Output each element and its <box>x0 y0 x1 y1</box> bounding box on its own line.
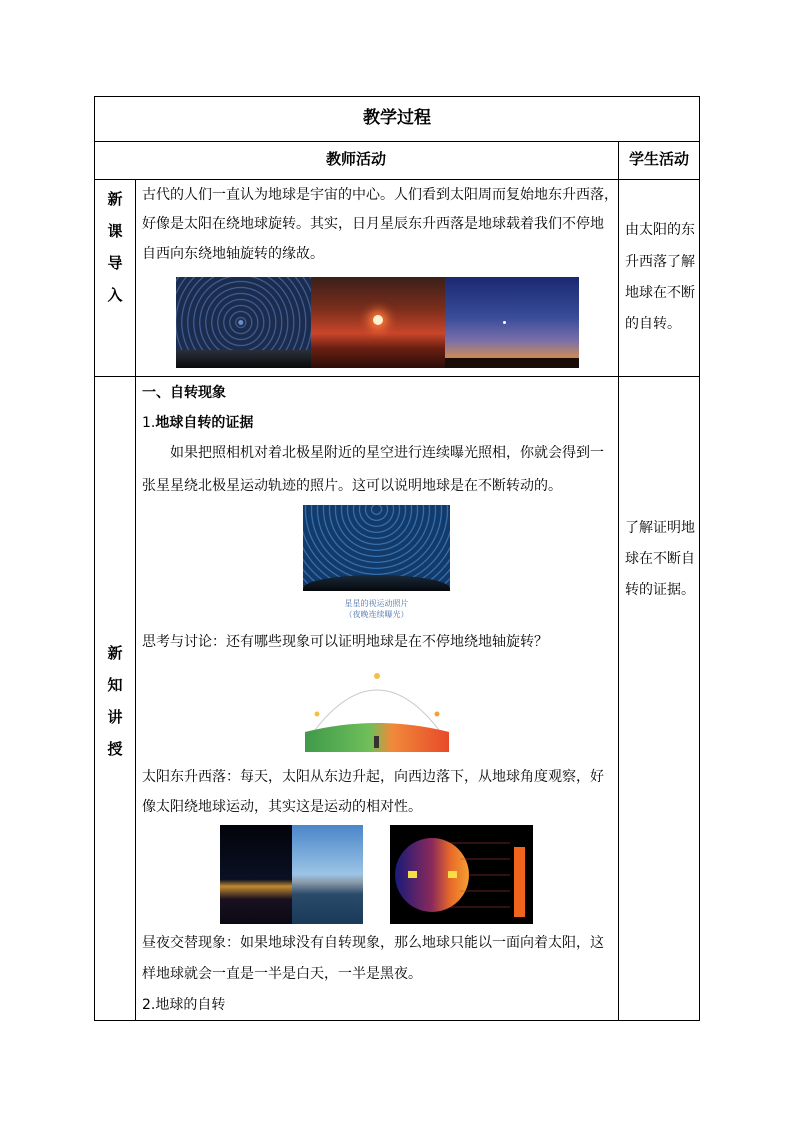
day-night-line: 样地球就会一直是一半是白天，一半是黑夜。 <box>142 966 422 982</box>
sun-icon-west <box>435 712 440 717</box>
sun-icon-noon <box>374 673 380 679</box>
star-icon <box>503 321 506 324</box>
sunset-photo <box>311 277 445 368</box>
para-camera-line: 如果把照相机对着北极星附近的星空进行连续曝光照相，你就会得到一 <box>170 445 604 461</box>
subheading-number: 1. <box>142 415 156 431</box>
lesson-student-line: 球在不断自 <box>625 551 695 567</box>
star-trail-photo <box>176 277 311 368</box>
col-divider-right <box>618 141 619 1021</box>
intro-label-char: 新 <box>107 190 123 208</box>
observer-figure <box>374 736 379 748</box>
dusk-sky-photo <box>445 277 579 368</box>
lesson-label-char: 授 <box>107 740 123 758</box>
sun-rise-set-line: 太阳东升西落：每天，太阳从东边升起，向西边落下，从地球角度观察，好 <box>142 769 604 785</box>
intro-text-line: 自西向东绕地轴旋转的缘故。 <box>142 246 324 262</box>
lesson-label-char: 新 <box>107 644 123 662</box>
day-marker <box>448 871 457 878</box>
intro-student-line: 的自转。 <box>625 316 681 332</box>
lesson-label-char: 讲 <box>107 708 123 726</box>
caption-line: （夜晚连续曝光） <box>344 610 409 619</box>
intro-label-char: 课 <box>107 222 123 240</box>
caption-line: 星星的视运动照片 <box>344 599 409 608</box>
lesson-label-char: 知 <box>107 676 123 694</box>
para-camera-line: 张星星绕北极星运动轨迹的照片。这可以说明地球是在不断转动的。 <box>142 478 562 494</box>
sun-icon <box>373 315 383 325</box>
intro-label-char: 导 <box>107 254 123 272</box>
table-title: 教学过程 <box>363 108 431 128</box>
intro-student-line: 地球在不断 <box>625 285 695 301</box>
section-heading-rotation-phenomena: 一、自转现象 <box>142 385 226 401</box>
sunlight-bar <box>514 847 525 917</box>
lesson-student-line: 转的证据。 <box>625 582 695 598</box>
night-marker <box>408 871 417 878</box>
intro-student-line: 由太阳的东 <box>625 222 695 238</box>
sun-rise-set-line: 像太阳绕地球运动，其实这是运动的相对性。 <box>142 799 422 815</box>
discussion-question: 思考与讨论：还有哪些现象可以证明地球是在不停地绕地轴旋转？ <box>142 634 548 650</box>
header-student-activity: 学生活动 <box>628 150 689 168</box>
lesson-student-line: 了解证明地 <box>625 520 695 536</box>
day-night-city-photo <box>220 825 363 924</box>
row-divider-intro <box>94 376 700 377</box>
day-night-line: 昼夜交替现象：如果地球没有自转现象，那么地球只能以一面向着太阳，这 <box>142 935 604 951</box>
star-trail-figure <box>303 505 450 591</box>
intro-text-line: 古代的人们一直认为地球是宇宙的中心。人们看到太阳周而复始地东升西落， <box>142 187 618 203</box>
intro-label-char: 入 <box>107 286 123 304</box>
intro-text-line: 好像是太阳在绕地球旋转。其实，日月星辰东升西落是地球载着我们不停地 <box>142 216 604 232</box>
row-divider-header <box>94 179 700 180</box>
earth-icon <box>395 838 469 912</box>
col-divider-left <box>135 179 136 1021</box>
subheading-earth-rotation: 2.地球的自转 <box>142 997 226 1013</box>
sun-path-diagram <box>305 670 449 752</box>
intro-student-line: 升西落了解 <box>625 254 695 270</box>
star-trail-caption <box>303 598 450 620</box>
subheading-rotation-evidence <box>142 409 253 438</box>
subheading-text: 地球自转的证据 <box>155 415 254 431</box>
row-divider-title <box>94 141 700 142</box>
earth-day-night-diagram <box>390 825 533 924</box>
header-teacher-activity: 教师活动 <box>325 150 386 168</box>
sun-icon-east <box>315 712 320 717</box>
